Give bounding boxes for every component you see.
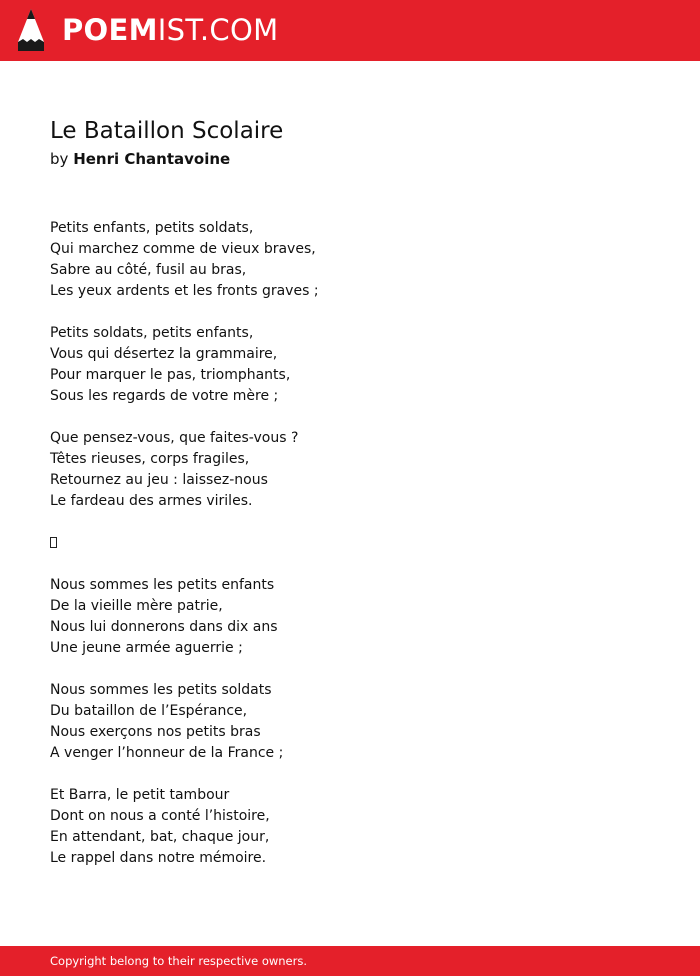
poem-stanza (50, 680, 610, 764)
poem-line: Petits enfants, petits soldats, (50, 220, 254, 236)
poem-line: Du bataillon de l’Espérance, (50, 703, 248, 719)
poem-line: Le rappel dans notre mémoire. (50, 850, 267, 866)
poem-line: Que pensez-vous, que faites-vous ? (50, 430, 299, 446)
poem-stanza (50, 785, 610, 869)
site-header (0, 0, 700, 61)
poem-stanza (50, 428, 610, 512)
copyright-text: Copyright belong to their respective owners. (50, 954, 308, 968)
poem-byline (50, 148, 230, 170)
poem-line: Petits soldats, petits enfants, (50, 325, 254, 341)
poem-body (50, 218, 610, 890)
site-logo-text (62, 7, 278, 53)
separator-line (50, 533, 610, 554)
poem-line: Dont on nous a conté l’histoire, (50, 808, 270, 824)
poem-line: Sabre au côté, fusil au bras, (50, 262, 247, 278)
poem-line: De la vieille mère patrie, (50, 598, 223, 614)
stanza-separator (50, 533, 610, 554)
poem-line: En attendant, bat, chaque jour, (50, 829, 270, 845)
poem-line: Nous sommes les petits enfants (50, 577, 275, 593)
poem-line: Nous sommes les petits soldats (50, 682, 272, 698)
site-footer (0, 946, 700, 976)
logo-text-light: IST.COM (157, 13, 279, 47)
poem-line: Nous lui donnerons dans dix ans (50, 619, 278, 635)
poem-line: Têtes rieuses, corps fragiles, (50, 451, 250, 467)
author-name[interactable]: Henri Chantavoine (73, 150, 231, 168)
poem-line: Une jeune armée aguerrie ; (50, 640, 243, 656)
poem-line: Le fardeau des armes viriles. (50, 493, 253, 509)
poem-line: Et Barra, le petit tambour (50, 787, 230, 803)
poem-line: Pour marquer le pas, triomphants, (50, 367, 291, 383)
poem-title: Le Bataillon Scolaire (50, 118, 284, 144)
logo-text-bold: POEM (62, 13, 158, 47)
poem-line: Retournez au jeu : laissez-nous (50, 472, 268, 488)
byline-prefix: by (50, 150, 69, 168)
poem-stanza (50, 323, 610, 407)
poem-line: Nous exerçons nos petits bras (50, 724, 261, 740)
poem-line: Vous qui désertez la grammaire, (50, 346, 278, 362)
poem-line: Sous les regards de votre mère ; (50, 388, 279, 404)
poem-line: A venger l’honneur de la France ; (50, 745, 284, 761)
poem-stanza (50, 575, 610, 659)
pencil-tip-icon (16, 8, 46, 52)
site-logo-link[interactable] (16, 7, 278, 53)
poem-line: Qui marchez comme de vieux braves, (50, 241, 316, 257)
missing-glyph-icon (50, 537, 57, 548)
poem-stanza (50, 218, 610, 302)
poem-line: Les yeux ardents et les fronts graves ; (50, 283, 319, 299)
